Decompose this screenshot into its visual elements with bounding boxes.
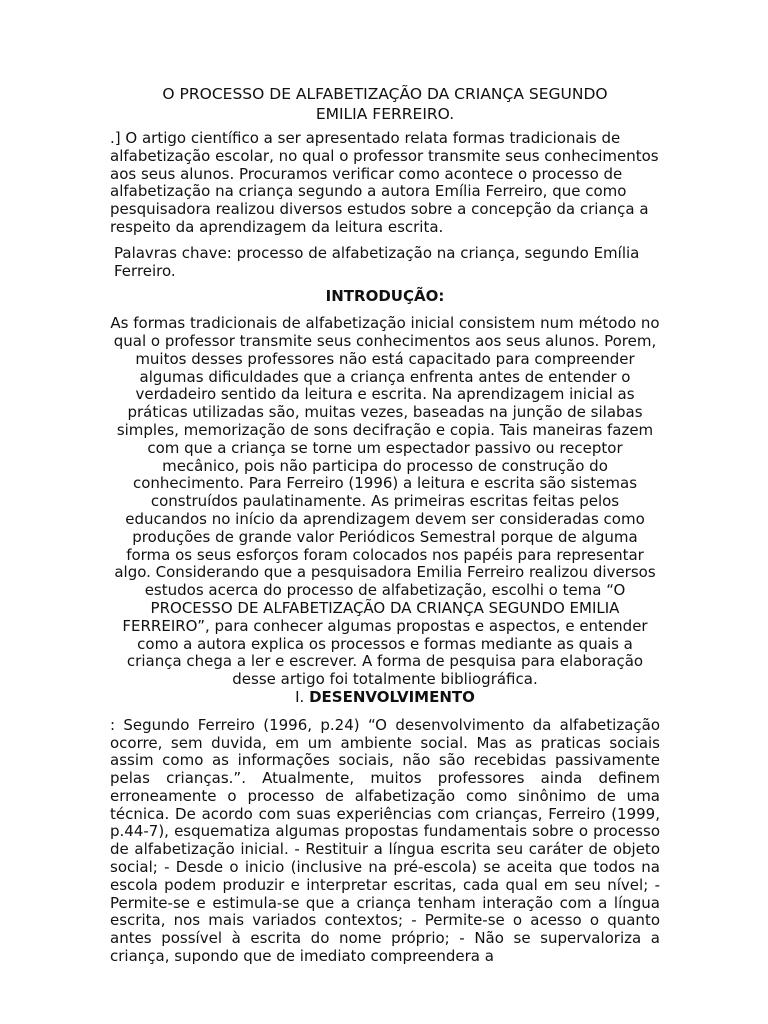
title-line-1: O PROCESSO DE ALFABETIZAÇÃO DA CRIANÇA SEGUNDO: [162, 85, 608, 103]
document-page: [110, 84, 660, 966]
abstract-paragraph: .] O artigo científico a ser apresentado relata formas tradicionais de alfabetização escolar, no qual o professor transmite seus conhecimentos aos seus alunos. Procuramos verificar como acontece o processo de alfabetização na criança segundo a autora Emília Ferreiro, que como pesquisadora realizou diversos estudos sobre a concepção da criança a respeito da aprendizagem da leitura escrita.: [110, 129, 659, 236]
development-heading-text: DESENVOLVIMENTO: [309, 687, 475, 706]
introduction-heading: INTRODUÇÃO:: [325, 287, 445, 306]
keywords-paragraph: Palavras chave: processo de alfabetização na criança, segundo Emília Ferreiro.: [114, 243, 640, 280]
introduction-paragraph: As formas tradicionais de alfabetização inicial consistem num método no qual o professor transmite seus conhecimentos aos seus alunos. Porem, muitos desses professores não está capacitado para compreender algumas dificuldades que a criança enfrenta antes de entender o verdadeiro sentido da leitura e escrita. Na aprendizagem inicial as práticas utilizadas são, muitas vezes, baseadas na junção de silabas simples, memorização de sons decifração e copia. Tais maneiras fazem com que a criança se torne um espectador passivo ou receptor mecânico, pois não participa do processo de construção do conhecimento. Para Ferreiro (1996) a leitura e escrita são sistemas construídos paulatinamente. As primeiras escritas feitas pelos educandos no início da aprendizagem devem ser consideradas como produções de grande valor Periódicos Semestral porque de alguma forma os seus esforços foram colocados nos papéis para representar algo. Considerando que a pesquisadora Emilia Ferreiro realizou diversos estudos acerca do processo de alfabetização, escolhi o tema “O PROCESSO DE ALFABETIZAÇÃO DA CRIANÇA SEGUNDO EMILIA FERREIRO”, para conhecer algumas propostas e aspectos, e entender como a autora explica os processos e formas mediante as quais a criança chega a ler e escrever. A forma de pesquisa para elaboração desse artigo foi totalmente bibliográfica.: [110, 314, 660, 689]
title-line-2: EMILIA FERREIRO: [315, 105, 450, 123]
development-heading: [110, 689, 660, 707]
development-numeral: I.: [295, 687, 305, 706]
document-title: [110, 84, 660, 124]
title-period: .: [449, 105, 455, 123]
development-paragraph: : Segundo Ferreiro (1996, p.24) “O desenvolvimento da alfabetização ocorre, sem duvida, em um ambiente social. Mas as praticas sociais assim como as informações sociais, não são recebidas passivamente pelas crianças.”. Atualmente, muitos professores ainda definem erroneamente o processo de alfabetização como sinônimo de uma técnica. De acordo com suas experiências com crianças, Ferreiro (1999, p.44-7), esquematiza algumas propostas fundamentais sobre o processo de alfabetização inicial. - Restituir a língua escrita seu caráter de objeto social; - Desde o inicio (inclusive na pré-escola) se aceita que todos na escola podem produzir e interpretar escritas, cada qual em seu nível; - Permite-se e estimula-se que a criança tenham interação com a língua escrita, nos mais variados contextos; - Permite-se o acesso o quanto antes possível à escrita do nome próprio; - Não se supervaloriza a criança, supondo que de imediato compreendera a: [110, 715, 660, 966]
